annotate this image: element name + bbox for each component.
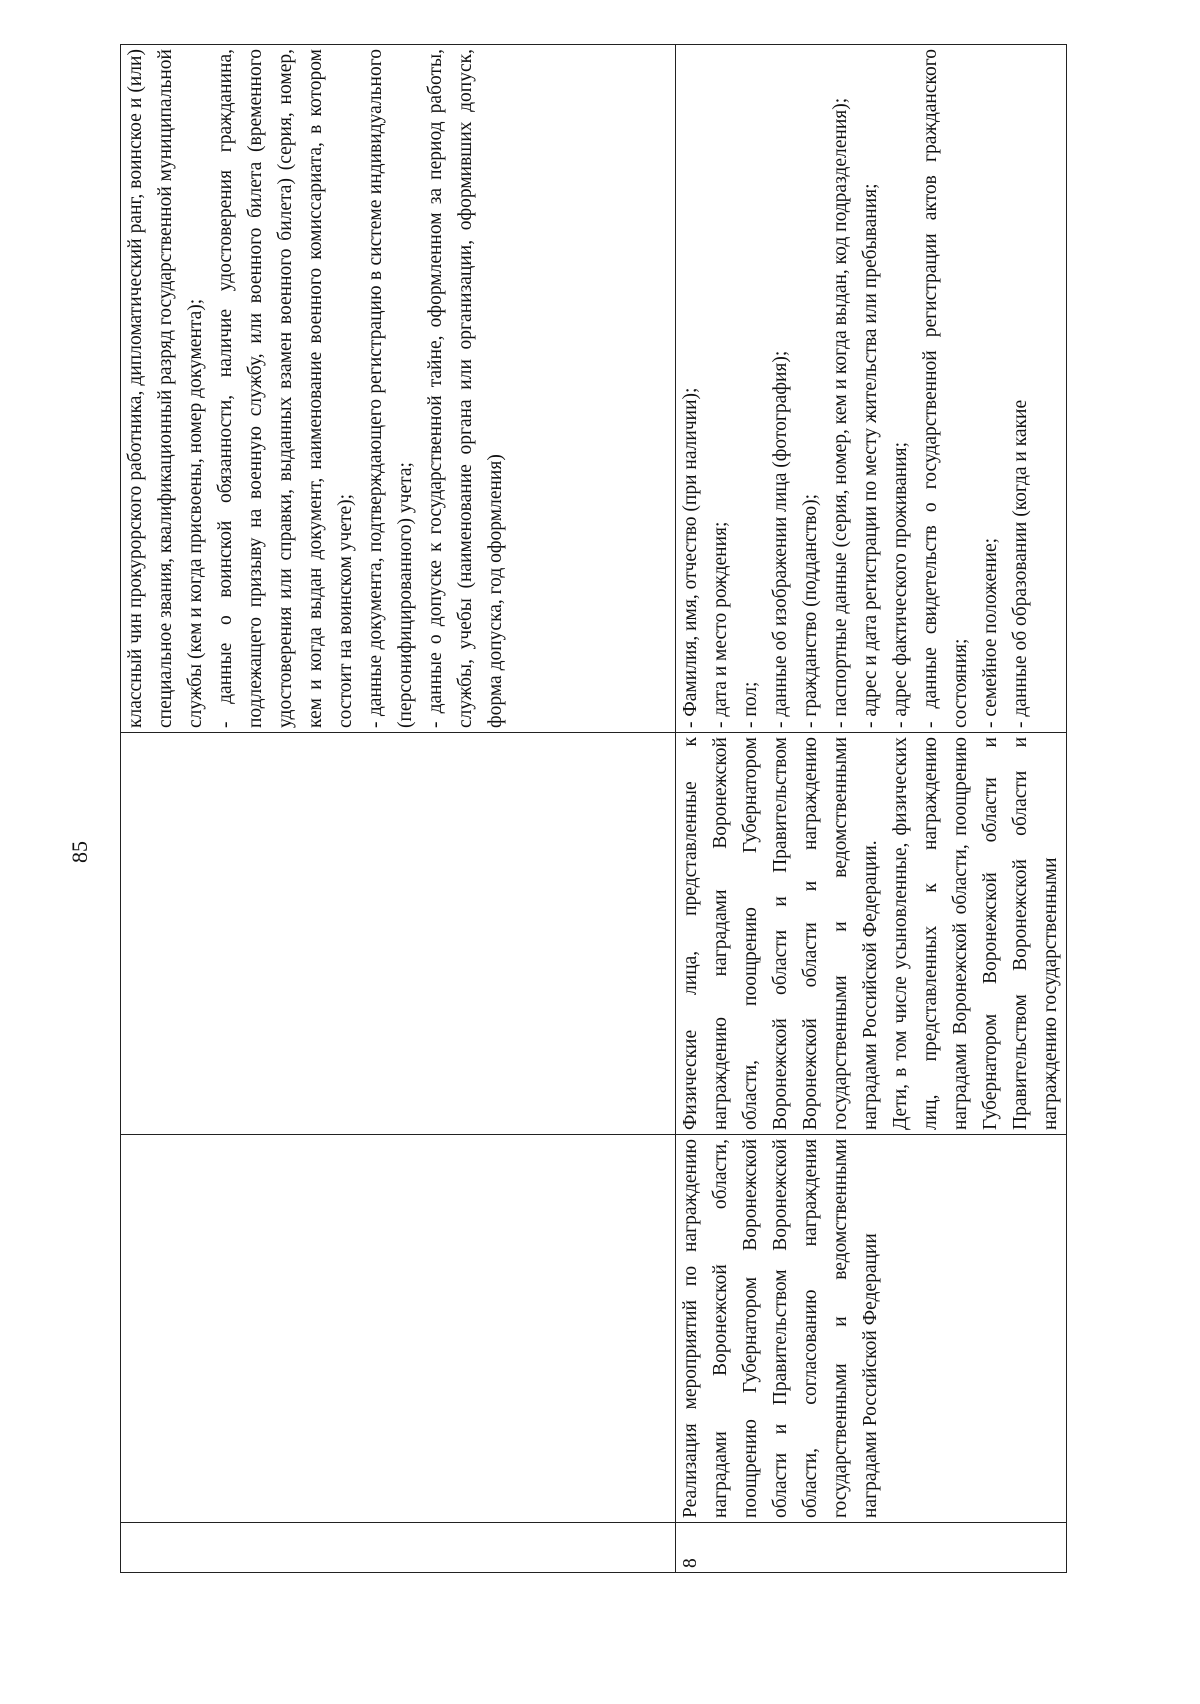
personal-data-table <box>120 44 1067 1573</box>
data-item: - Фамилия, имя, отчество (при наличии); <box>680 387 701 728</box>
cell-number-empty <box>121 1523 676 1573</box>
cell-subjects-empty <box>121 733 676 1135</box>
data-item: - паспортные данные (серия, номер, кем и когда выдан, код подразделения); <box>830 97 851 728</box>
cell-personal-data-continued <box>121 45 676 733</box>
row-number: 8 <box>676 1523 1067 1573</box>
data-item: - адрес фактического проживания; <box>890 441 911 728</box>
data-item: - данные об образовании (когда и какие <box>1010 399 1031 728</box>
data-item: - пол; <box>740 681 761 728</box>
data-item: - гражданство (подданство); <box>800 493 821 728</box>
rotated-page-content <box>120 45 1061 1573</box>
table-row-continuation <box>121 45 676 1573</box>
data-item: - семейное положение; <box>980 537 1001 728</box>
table-row-8 <box>676 45 1067 1573</box>
data-item: - данные свидетельств о государственной регистрации актов гражданского состояния; <box>920 49 971 728</box>
data-item: - адрес и дата регистрации по месту жительства или пребывания; <box>860 183 881 728</box>
purpose-text: Реализация мероприятий по награждению наградами Воронежской области, поощрению Губернатором Воронежской области и Правительством Воронежской области, согласованию награждения государственными и ведомственными наградами Российской Федерации <box>680 1139 881 1518</box>
data-item: - дата и место рождения; <box>710 521 731 728</box>
data-item: - данные об изображении лица (фотография); <box>770 350 791 728</box>
subject-item: Дети, в том числе усыновленные, физических лиц, представленных к награждению наградами Воронежской области, поощрению Губернатором Воронежской области и Правительством Воронежской области и награждению государственными <box>890 737 1061 1130</box>
page-number: 85 <box>67 841 92 863</box>
subject-item: Физические лица, представленные к награждению наградами Воронежской области, поощрению Губернатором Воронежской области и Правительством Воронежской области и награждению государственными и ведомственными наградами Российской Федерации. <box>680 737 881 1130</box>
cell-personal-data <box>676 45 1067 733</box>
cell-subjects <box>676 733 1067 1135</box>
cell-purpose-empty <box>121 1135 676 1523</box>
cell-purpose <box>676 1135 1067 1523</box>
data-item: классный чин прокурорского работника, дипломатический ранг, воинское и (или) специальное звания, квалификационный разряд государственной муниципальной службы (кем и когда присвоены, номер документа); <box>125 49 206 728</box>
data-item: - данные о воинской обязанности, наличие удостоверения гражданина, подлежащего призыву на военную службу, или военного билета (временного удостоверения или справки, выданных взамен военного билета) (серия, номер, кем и когда выдан документ, наименование военного комиссариата, в котором состоит на воинском учете); <box>215 49 356 728</box>
data-item: - данные документа, подтверждающего регистрацию в системе индивидуального (персонифицированного) учета; <box>365 49 416 728</box>
data-item: - данные о допуске к государственной тайне, оформленном за период работы, службы, учебы (наименование органа или организации, оформивших допуск, форма допуска, год оформления) <box>425 49 506 728</box>
